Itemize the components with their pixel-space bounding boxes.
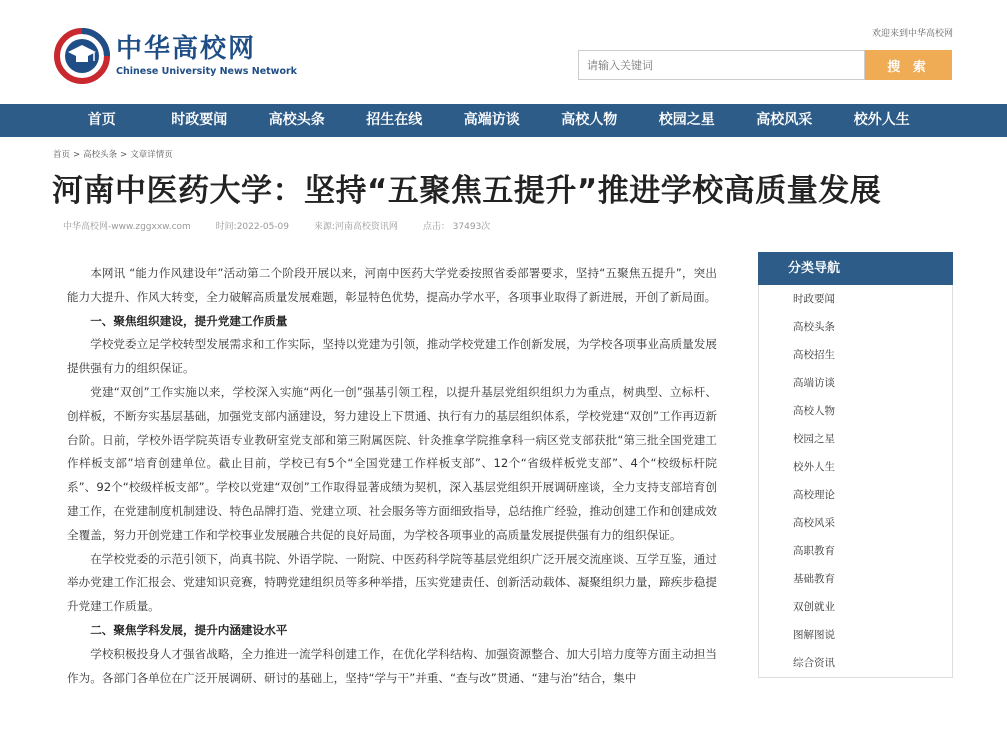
article-meta xyxy=(63,219,512,232)
search-button[interactable]: 搜 索 xyxy=(865,50,952,80)
sidebar-item[interactable]: 高职教育 xyxy=(793,545,835,557)
welcome-text: 欢迎来到中华高校网 xyxy=(871,29,953,39)
breadcrumb-current: 文章详情页 xyxy=(130,150,173,160)
nav-item-off-campus[interactable]: 校外人生 xyxy=(853,112,910,128)
logo-emblem-icon xyxy=(54,28,110,84)
nav-item-headlines[interactable]: 高校头条 xyxy=(268,112,325,128)
meta-site: 中华高校网-www.zggxxw.com xyxy=(63,222,191,232)
article-paragraph: 学校党委立足学校转型发展需求和工作实际，坚持以党建为引领，推动学校党建工作创新发展，为学校各项事业高质量发展提供强有力的组织保证。 xyxy=(67,337,717,376)
nav-item-people[interactable]: 高校人物 xyxy=(561,112,618,128)
sidebar-list xyxy=(758,285,953,678)
nav-item-interviews[interactable]: 高端访谈 xyxy=(463,112,520,128)
meta-views: 点击： 37493次 xyxy=(422,222,491,232)
breadcrumb xyxy=(53,148,176,160)
sidebar-item[interactable]: 高校头条 xyxy=(793,321,835,333)
article-paragraph: 学校积极投身人才强省战略，全力推进一流学科创建工作，在优化学科结构、加强资源整合、加大引培力度等方面主动担当作为。各部门各单位在广泛开展调研、研讨的基础上，坚持“学与干”并重、“查与改”贯通、“建与治”结合，集中 xyxy=(67,646,717,685)
breadcrumb-home[interactable]: 首页 xyxy=(53,150,71,160)
sidebar-title: 分类导航 xyxy=(758,252,953,285)
article-paragraph: 在学校党委的示范引领下，尚真书院、外语学院、一附院、中医药科学院等基层党组织广泛开展交流座谈、互学互鉴，通过举办党建工作汇报会、党建知识竞赛，特聘党建组织员等多种举措，压实党建责任、创新活动载体、凝聚组织力量，蹄疾步稳提升党建工作质量。 xyxy=(67,551,717,614)
logo-english-name: Chinese University News Network xyxy=(116,66,297,77)
sidebar-item[interactable]: 校外人生 xyxy=(793,461,835,473)
meta-time: 时间:2022-05-09 xyxy=(215,222,290,232)
sidebar-item[interactable]: 时政要闻 xyxy=(793,293,835,305)
breadcrumb-headlines[interactable]: 高校头条 xyxy=(83,150,118,160)
meta-source: 来源:河南高校资讯网 xyxy=(313,222,398,232)
nav-item-politics[interactable]: 时政要闻 xyxy=(171,112,228,128)
nav-item-style[interactable]: 高校风采 xyxy=(756,112,813,128)
category-sidebar xyxy=(758,252,953,678)
breadcrumb-separator: > xyxy=(120,150,128,160)
sidebar-item[interactable]: 高端访谈 xyxy=(793,377,835,389)
section-heading: 二、聚焦学科发展，提升内涵建设水平 xyxy=(90,622,288,637)
sidebar-item[interactable]: 图解图说 xyxy=(793,629,835,641)
sidebar-item[interactable]: 高校招生 xyxy=(793,349,835,361)
logo-chinese-name: 中华高校网 xyxy=(116,34,257,64)
article-title: 河南中医药大学：坚持“五聚焦五提升”推进学校高质量发展 xyxy=(52,173,882,209)
article-body xyxy=(67,262,717,738)
breadcrumb-separator: > xyxy=(73,150,81,160)
main-nav xyxy=(0,104,1007,137)
nav-item-campus-stars[interactable]: 校园之星 xyxy=(658,112,715,128)
search-input[interactable] xyxy=(578,50,865,80)
nav-item-admissions[interactable]: 招生在线 xyxy=(366,112,423,128)
site-logo[interactable] xyxy=(54,26,297,86)
sidebar-item[interactable]: 高校风采 xyxy=(793,517,835,529)
sidebar-item[interactable]: 双创就业 xyxy=(793,601,835,613)
sidebar-item[interactable]: 基础教育 xyxy=(793,573,835,585)
article-paragraph: 本网讯 “能力作风建设年”活动第二个阶段开展以来，河南中医药大学党委按照省委部署要求，坚持“五聚焦五提升”，突出能力大提升、作风大转变，全力破解高质量发展难题，彰显特色优势，提高办学水平，各项事业取得了新进展，开创了新局面。 xyxy=(67,266,717,304)
nav-item-home[interactable]: 首页 xyxy=(87,112,116,128)
section-heading: 一、聚焦组织建设，提升党建工作质量 xyxy=(90,313,288,328)
sidebar-item[interactable]: 综合资讯 xyxy=(793,657,835,669)
sidebar-item[interactable]: 高校理论 xyxy=(793,489,835,501)
article-paragraph: 党建“双创”工作实施以来，学校深入实施“两化一创”强基引领工程，以提升基层党组织组织力为重点，树典型、立标杆、创样板，不断夯实基层基础，加强党支部内涵建设，努力建设上下贯通、执行有力的基层组织体系，学校党建“双创”工作再迈新台阶。日前，学校外语学院英语专业教研室党支部和第三附属医院、针灸推拿学院推拿科一病区党支部获批“第三批全国党建工作样板支部”培育创建单位。截止目前，学校已有5个“全国党建工作样板支部”、12个“省级样板党支部”、4个“校级标杆院系”、92个“校级样板支部”。学校以党建“双创”工作取得显著成绩为契机，深入基层党组织开展调研座谈，全力支持支部培育创建工作，在党建制度机制建设、特色品牌打造、党建立项、社会服务等方面细致指导，总结推广经验，推动创建工作和创建成效全覆盖，努力开创党建工作和学校事业发展融合共促的良好局面，为学校各项事业的高质量发展提供强有力的组织保证。 xyxy=(67,384,717,542)
sidebar-item[interactable]: 校园之星 xyxy=(793,433,835,445)
sidebar-item[interactable]: 高校人物 xyxy=(793,405,835,417)
